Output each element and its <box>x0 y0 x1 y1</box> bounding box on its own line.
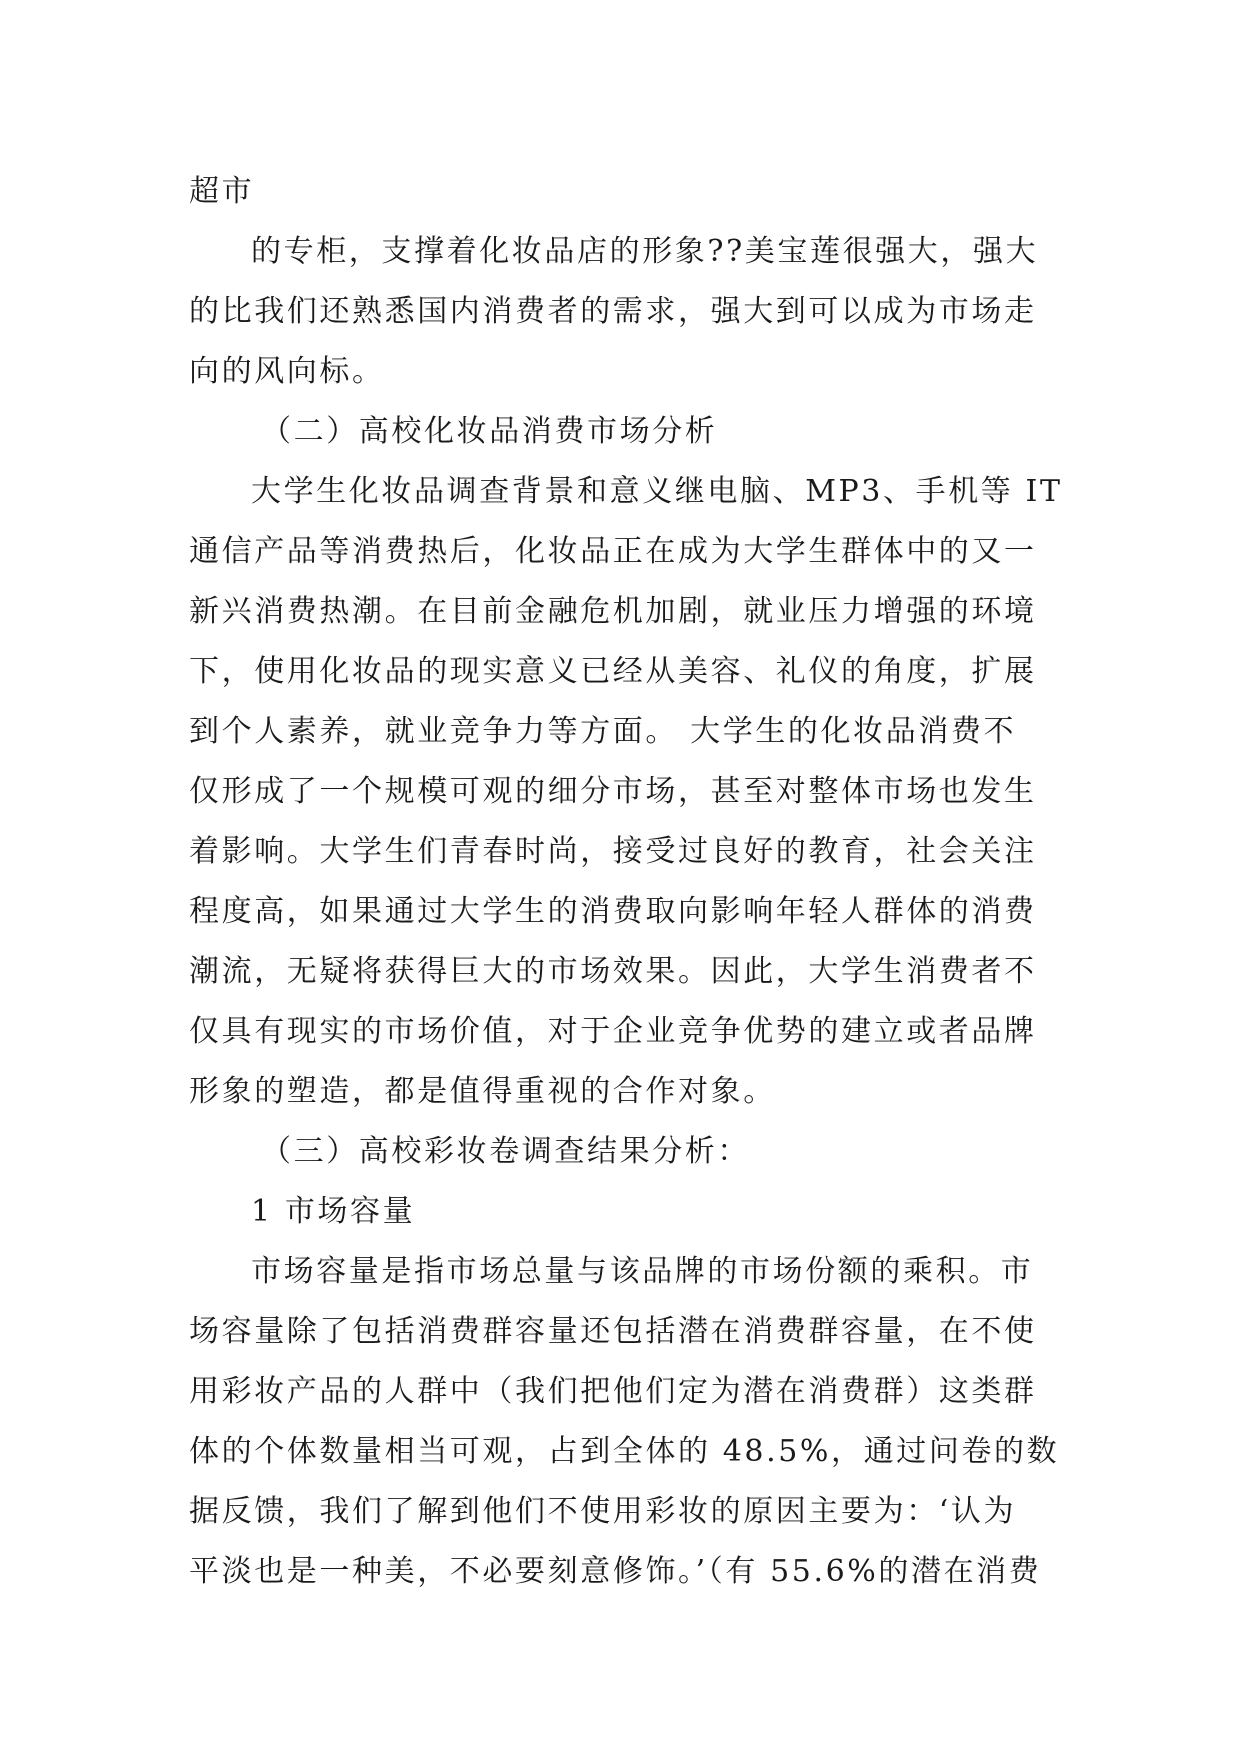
text-line: 超市 <box>189 174 255 209</box>
text-line: 据反馈，我们了解到他们不使用彩妆的原因主要为：‘认为 <box>189 1494 1017 1529</box>
text-line: 大学生化妆品调查背景和意义继电脑、MP3、手机等 IT <box>251 474 1063 509</box>
section-heading: （二）高校化妆品消费市场分析 <box>261 414 718 449</box>
text-line: 体的个体数量相当可观，占到全体的 48.5%，通过问卷的数 <box>189 1434 1060 1469</box>
text-line: 形象的塑造，都是值得重视的合作对象。 <box>189 1074 776 1109</box>
section-heading: （三）高校彩妆卷调查结果分析： <box>261 1134 750 1169</box>
text-line: 新兴消费热潮。在目前金融危机加剧，就业压力增强的环境 <box>189 594 1037 629</box>
text-line: 着影响。大学生们青春时尚，接受过良好的教育，社会关注 <box>189 834 1037 869</box>
text-line: 的比我们还熟悉国内消费者的需求，强大到可以成为市场走 <box>189 294 1037 329</box>
text-line: 下，使用化妆品的现实意义已经从美容、礼仪的角度，扩展 <box>189 654 1037 689</box>
text-line: 用彩妆产品的人群中（我们把他们定为潜在消费群）这类群 <box>189 1374 1037 1409</box>
text-line: 到个人素养，就业竞争力等方面。 大学生的化妆品消费不 <box>189 714 1017 749</box>
text-line: 通信产品等消费热后，化妆品正在成为大学生群体中的又一 <box>189 534 1037 569</box>
body-text <box>189 162 1063 1602</box>
text-line: 的专柜，支撑着化妆品店的形象??美宝莲很强大，强大 <box>251 234 1039 269</box>
text-line: 潮流，无疑将获得巨大的市场效果。因此，大学生消费者不 <box>189 954 1037 989</box>
text-line: 仅形成了一个规模可观的细分市场，甚至对整体市场也发生 <box>189 774 1037 809</box>
text-line: 市场容量是指市场总量与该品牌的市场份额的乘积。市 <box>251 1254 1034 1289</box>
subsection-heading: 1 市场容量 <box>251 1194 416 1229</box>
text-line: 程度高，如果通过大学生的消费取向影响年轻人群体的消费 <box>189 894 1037 929</box>
text-line: 向的风向标。 <box>189 354 385 389</box>
text-line: 场容量除了包括消费群容量还包括潜在消费群容量，在不使 <box>189 1314 1037 1349</box>
text-line: 平淡也是一种美，不必要刻意修饰。’（有 55.6%的潜在消费 <box>189 1554 1042 1589</box>
text-line: 仅具有现实的市场价值，对于企业竞争优势的建立或者品牌 <box>189 1014 1037 1049</box>
